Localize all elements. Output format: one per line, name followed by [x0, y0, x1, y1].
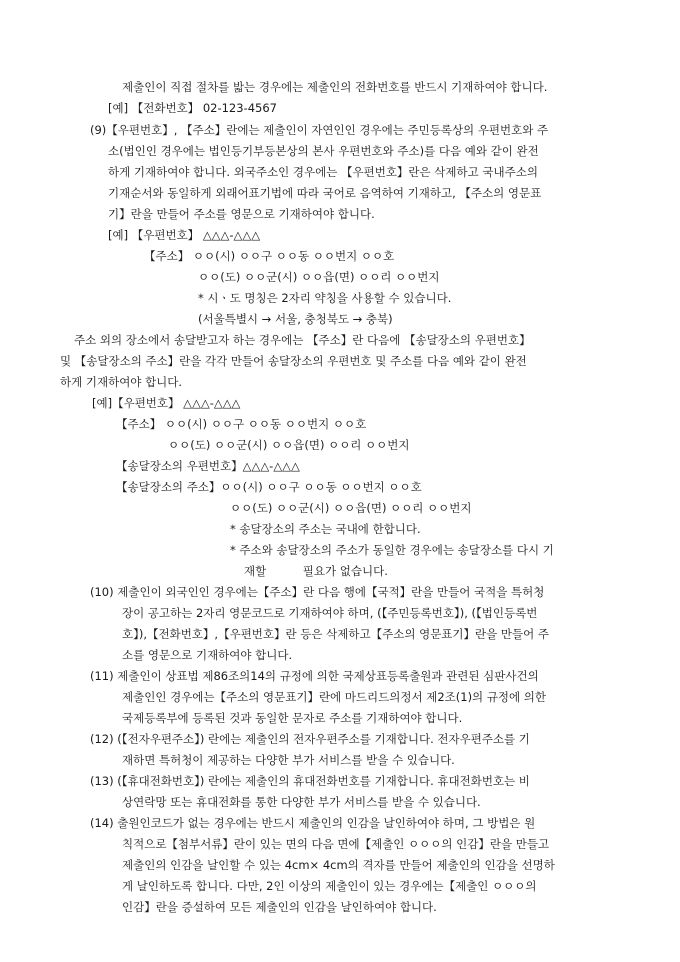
text-line: 게 날인하도록 합니다. 다만, 2인 이상의 제출인이 있는 경우에는【제출인 ㅇㅇㅇ의 [122, 879, 537, 893]
example-delivery-zip-line: 【송달장소의 우편번호】△△△-△△△ [116, 459, 300, 473]
example-delivery-address-line: ㅇㅇ(도) ㅇㅇ군(시) ㅇㅇ읍(면) ㅇㅇ리 ㅇㅇ번지 [230, 501, 472, 515]
text-line: 소를 영문으로 기재하여야 합니다. [122, 648, 293, 662]
text-line: 기재순서와 동일하게 외래어표기법에 따라 국어로 음역하여 기재하고, 【주소의 영문표 [108, 186, 542, 200]
text-line: 칙적으로【첨부서류】란이 있는 면의 다음 면에【제출인 ㅇㅇㅇ의 인감】란을 만들고 [122, 837, 550, 851]
text-line: 호】),【전화번호】,【우편번호】란 등은 삭제하고【주소의 영문표기】란을 만들어 주 [122, 627, 549, 641]
text-line: 및 【송달장소의 주소】란을 각각 만들어 송달장소의 우편번호 및 주소를 다음 예와 같이 완전 [60, 354, 527, 368]
example-address-line: ㅇㅇ(도) ㅇㅇ군(시) ㅇㅇ읍(면) ㅇㅇ리 ㅇㅇ번지 [198, 270, 440, 284]
text-line: 기】란을 만들어 주소를 영문으로 기재하여야 합니다. [108, 207, 375, 221]
text-line: 인감】란을 증설하여 모든 제출인의 인감을 날인하여야 합니다. [122, 900, 437, 914]
item-12-heading: (12) (【전자우편주소】) 란에는 제출인의 전자우편주소를 기재합니다. 전자우편주소를 기 [90, 732, 530, 746]
item-10-heading: (10) 제출인이 외국인인 경우에는【주소】란 다음 행에【국적】란을 만들어 국적을 특허청 [90, 585, 545, 599]
note-line: * 주소와 송달장소의 주소가 동일한 경우에는 송달장소를 다시 기 [230, 543, 554, 557]
item-9-heading: (9)【우편번호】, 【주소】란에는 제출인이 자연인인 경우에는 주민등록상의 우편번호와 주 [90, 123, 549, 137]
text-line: 제출인이 직접 절차를 밟는 경우에는 제출인의 전화번호를 반드시 기재하여야 합니다. [122, 80, 548, 94]
item-13-heading: (13) (【휴대전화번호】) 란에는 제출인의 휴대전화번호를 기재합니다. 휴대전화번호는 비 [90, 774, 530, 788]
example-address-line: 【주소】 ㅇㅇ(시) ㅇㅇ구 ㅇㅇ동 ㅇㅇ번지 ㅇㅇ호 [144, 249, 395, 263]
text-line: 장이 공고하는 2자리 영문코드로 기재하여야 하며, (【주민등록번호】), (【법인등록번 [122, 606, 538, 620]
text-line: 제출인의 인감을 날인할 수 있는 4cm× 4cm의 격자를 만들어 제출인의 인감을 선명하 [122, 858, 555, 872]
note-line: * 송달장소의 주소는 국내에 한합니다. [230, 522, 421, 536]
example-zip-line: [예]【우편번호】 △△△-△△△ [92, 396, 241, 410]
text-line: 하게 기재하여야 합니다. 외국주소인 경우에는 【우편번호】란은 삭제하고 국내주소의 [108, 165, 538, 179]
note-line: * 시ㆍ도 명칭은 2자리 약칭을 사용할 수 있습니다. [198, 291, 452, 305]
text-line: 소(법인인 경우에는 법인등기부등본상의 본사 우편번호와 주소)를 다음 예와 같이 완전 [108, 144, 539, 158]
text-line: 상연락망 또는 휴대전화를 통한 다양한 부가 서비스를 받을 수 있습니다. [122, 795, 481, 809]
text-line: 주소 외의 장소에서 송달받고자 하는 경우에는 【주소】란 다음에 【송달장소의 우편번호】 [74, 333, 531, 347]
example-address-line: ㅇㅇ(도) ㅇㅇ군(시) ㅇㅇ읍(면) ㅇㅇ리 ㅇㅇ번지 [168, 438, 410, 452]
example-address-line: 【주소】 ㅇㅇ(시) ㅇㅇ구 ㅇㅇ동 ㅇㅇ번지 ㅇㅇ호 [116, 417, 367, 431]
text-line: 국제등록부에 등록된 것과 동일한 문자로 주소를 기재하여야 합니다. [122, 711, 463, 725]
text-line: 제출인인 경우에는【주소의 영문표기】란에 마드리드의정서 제2조(1)의 규정에 의한 [122, 690, 547, 704]
note-line: 재할 필요가 없습니다. [244, 564, 388, 578]
text-line: 재하면 특허청이 제공하는 다양한 부가 서비스를 받을 수 있습니다. [122, 753, 455, 767]
example-phone-line: [예] 【전화번호】 02-123-4567 [108, 101, 277, 115]
item-14-heading: (14) 출원인코드가 없는 경우에는 반드시 제출인의 인감을 날인하여야 하며, 그 방법은 원 [90, 816, 536, 830]
example-zip-line: [예] 【우편번호】 △△△-△△△ [108, 228, 261, 242]
text-line: 하게 기재하여야 합니다. [60, 375, 183, 389]
item-11-heading: (11) 제출인이 상표법 제86조의14의 규정에 의한 국제상표등록출원과 관련된 심판사건의 [90, 669, 539, 683]
example-delivery-address-line: 【송달장소의 주소】ㅇㅇ(시) ㅇㅇ구 ㅇㅇ동 ㅇㅇ번지 ㅇㅇ호 [116, 480, 422, 494]
note-line: (서울특별시 → 서울, 충청북도 → 충북) [198, 312, 393, 326]
